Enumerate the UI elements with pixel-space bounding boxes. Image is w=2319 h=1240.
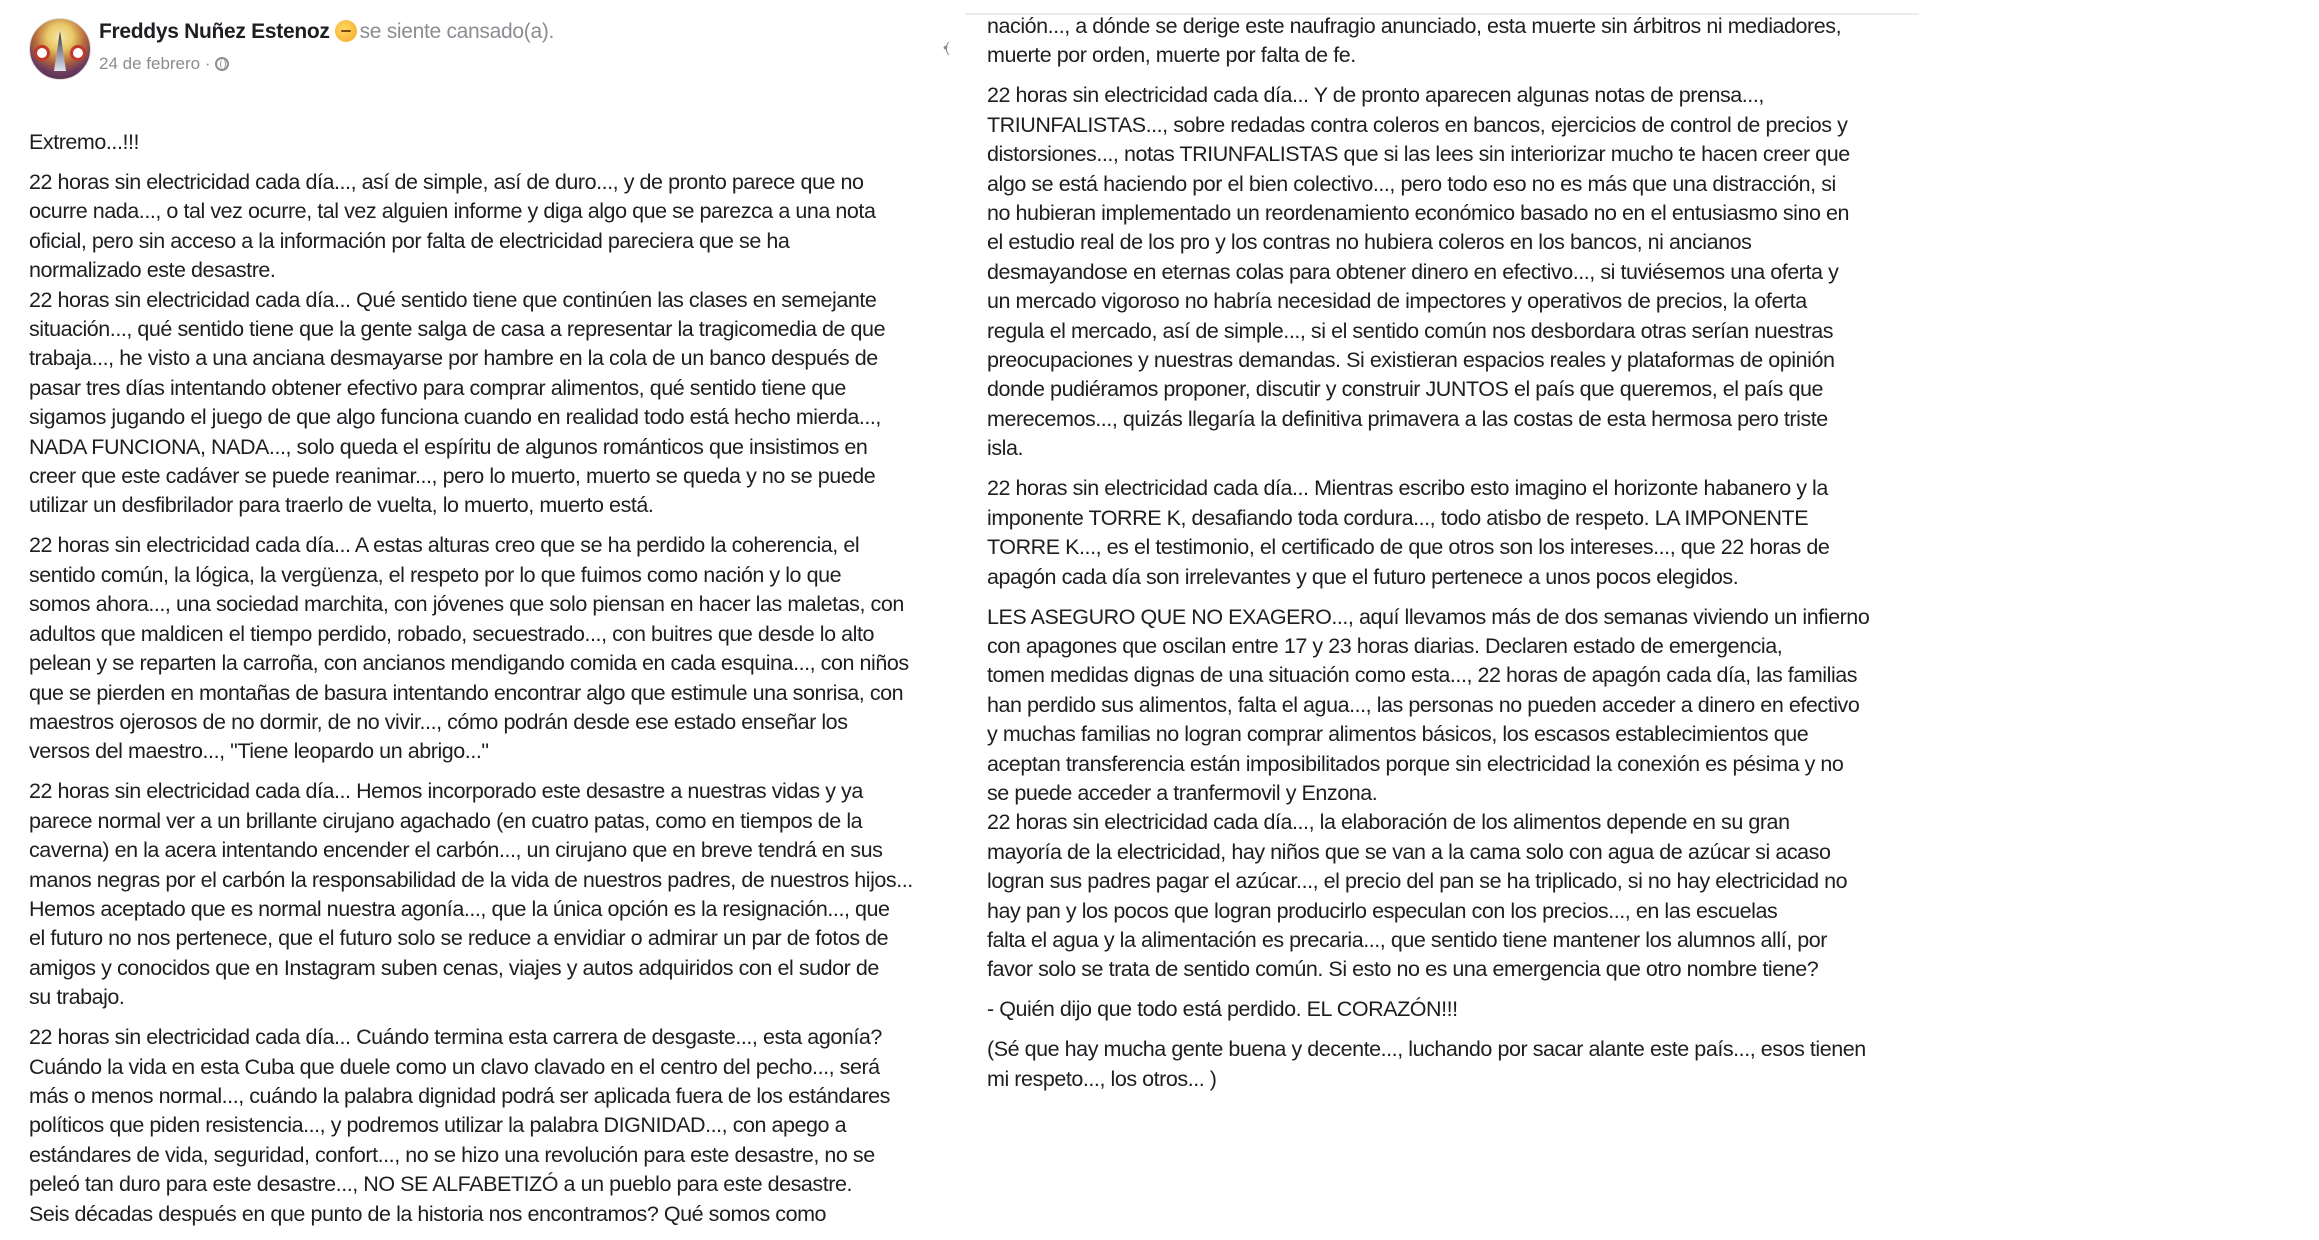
text-line: se puede acceder a tranfermovil y Enzona. bbox=[987, 780, 1378, 805]
text-line: normalizado este desastre. bbox=[29, 258, 276, 283]
text-line: y muchas familias no logran comprar alimentos básicos, los escasos establecimientos que bbox=[987, 722, 1809, 747]
text-line: distorsiones..., notas TRIUNFALISTAS que si las lees sin interiorizar mucho te hacen creer que bbox=[987, 142, 1850, 167]
text-line: mayoría de la electricidad, hay niños que se van a la cama solo con agua de azúcar si acaso bbox=[987, 839, 1831, 864]
text-line: isla. bbox=[987, 436, 1023, 461]
author-name[interactable]: Freddys Nuñez Estenoz bbox=[99, 20, 330, 43]
text-line: su trabajo. bbox=[29, 985, 125, 1010]
text-line: el estudio real de los pro y los contras no hubiera coleros en los bancos, ni ancianos bbox=[987, 230, 1752, 255]
paragraph bbox=[987, 995, 2319, 1024]
text-line: no hubieran implementado un reordenamiento económico basado no en el entusiasmo sino en bbox=[987, 201, 1850, 226]
avatar-ornament bbox=[34, 45, 50, 61]
text-line: ocurre nada..., o tal vez ocurre, tal vez alguien informe y diga algo que se parezca a una nota bbox=[29, 199, 876, 224]
text-line: Cuándo la vida en esta Cuba que duele como un clavo clavado en el centro del pecho..., será bbox=[29, 1054, 880, 1079]
paragraph bbox=[987, 603, 2319, 809]
sleepy-face-icon bbox=[335, 20, 357, 42]
text-line: peleó tan duro para este desastre..., NO SE ALFABETIZÓ a un pueblo para este desastre. bbox=[29, 1172, 852, 1197]
text-line: estándares de vida, seguridad, confort..., no se hizo una revolución para este desastre, no se bbox=[29, 1142, 875, 1167]
text-line: con apagones que oscilan entre 17 y 23 horas diarias. Declaren estado de emergencia, bbox=[987, 633, 1783, 658]
text-line: TRIUNFALISTAS..., sobre redadas contra coleros en bancos, ejercicios de control de precios y bbox=[987, 112, 1848, 137]
text-line: políticos que piden resistencia..., y podremos utilizar la palabra DIGNIDAD..., con apego a bbox=[29, 1113, 847, 1138]
text-line: nación..., a dónde se derige este naufragio anunciado, esta muerte sin árbitros ni mediadores, bbox=[987, 14, 1842, 38]
post-screenshot-right bbox=[965, 0, 1919, 1189]
text-line: (Sé que hay mucha gente buena y decente..., luchando por sacar alante este país..., esos tienen bbox=[987, 1037, 1866, 1062]
text-line: sentido común, la lógica, la vergüenza, el respeto por lo que fuimos como nación y lo que bbox=[29, 562, 842, 587]
paragraph bbox=[987, 474, 2319, 592]
text-line: más o menos normal..., cuándo la palabra dignidad podrá ser aplicada fuera de los estándares bbox=[29, 1083, 890, 1108]
text-line: 22 horas sin electricidad cada día..., así de simple, así de duro..., y de pronto parece que no bbox=[29, 170, 864, 194]
text-line: que se pierden en montañas de basura intentando encontrar algo que estimule una sonrisa, con bbox=[29, 680, 904, 705]
text-line: oficial, pero sin acceso a la información por falta de electricidad pareciera que se ha bbox=[29, 228, 790, 253]
paragraph bbox=[987, 81, 2319, 463]
text-line: pasar tres días intentando obtener efectivo para comprar alimentos, qué sentido tiene que bbox=[29, 375, 846, 400]
avatar-ornament bbox=[70, 45, 86, 61]
text-line: trabaja..., he visto a una anciana desmayarse por hambre en la cola de un banco después de bbox=[29, 346, 878, 371]
text-line: 22 horas sin electricidad cada día... Qué sentido tiene que continúen las clases en semejante bbox=[29, 287, 877, 312]
text-line: algo se está haciendo por el bien colectivo..., pero todo eso no es más que una distracción, si bbox=[987, 171, 1836, 196]
text-line: pelean y se reparten la carroña, con ancianos mendigando comida en cada esquina..., con niños bbox=[29, 651, 909, 676]
text-line: parece normal ver a un brillante cirujano agachado (en cuatro patas, como en tiempos de la bbox=[29, 808, 863, 833]
text-line: TORRE K..., es el testimonio, el certificado de que otros son los intereses..., que 22 horas de bbox=[987, 535, 1830, 560]
text-line: regula el mercado, así de simple..., si el sentido común nos desbordara otras serían nuestras bbox=[987, 318, 1834, 343]
text-line: han perdido sus alimentos, falta el agua..., las personas no pueden acceder a dinero en efectivo bbox=[987, 692, 1860, 717]
post-date[interactable]: 24 de febrero bbox=[99, 54, 201, 73]
text-line: Extremo...!!! bbox=[29, 130, 140, 154]
globe-icon[interactable] bbox=[215, 57, 229, 71]
text-line: creer que este cadáver se puede reanimar..., pero lo muerto, muerto se queda y no se puede bbox=[29, 464, 876, 489]
text-line: NADA FUNCIONA, NADA..., solo queda el espíritu de algunos románticos que insistimos en bbox=[29, 434, 868, 459]
avatar-figure bbox=[54, 31, 66, 71]
text-line: tomen medidas dignas de una situación como esta..., 22 horas de apagón cada día, las familias bbox=[987, 663, 1858, 688]
paragraph bbox=[987, 808, 2319, 984]
author-line bbox=[99, 20, 554, 44]
text-line: sigamos jugando el juego de que algo funciona cuando en realidad todo está hecho mierda..., bbox=[29, 405, 881, 430]
text-line: manos negras por el carbón la responsabilidad de la vida de nuestros padres, de nuestros hijos... bbox=[29, 867, 913, 892]
paragraph bbox=[987, 12, 2319, 71]
text-line: un mercado vigoroso no habría necesidad de impectores y operativos de precios, la oferta bbox=[987, 289, 1807, 314]
text-line: caverna) en la acera intentando encender el carbón..., un cirujano que en breve tendrá en sus bbox=[29, 838, 883, 863]
text-line: imponente TORRE K, desafiando toda cordura..., todo atisbo de respeto. LA IMPONENTE bbox=[987, 505, 1809, 530]
paragraph bbox=[987, 1035, 2319, 1094]
text-line: 22 horas sin electricidad cada día... Y de pronto aparecen algunas notas de prensa..., bbox=[987, 83, 1764, 108]
text-line: logran sus padres pagar el azúcar..., el precio del pan se ha triplicado, si no hay electricidad no bbox=[987, 869, 1848, 894]
text-line: favor solo se trata de sentido común. Si esto no es una emergencia que otro nombre tiene? bbox=[987, 957, 1819, 982]
text-line: adultos que maldicen el tiempo perdido, robado, secuestrado..., con buitres que desde lo alto bbox=[29, 621, 874, 646]
text-line: mi respeto..., los otros... ) bbox=[987, 1066, 1217, 1091]
text-line: el futuro no nos pertenece, que el futuro solo se reduce a envidiar o admirar un par de fotos de bbox=[29, 926, 889, 951]
text-line: muerte por orden, muerte por falta de fe. bbox=[987, 43, 1356, 68]
author-avatar[interactable] bbox=[29, 18, 91, 80]
meta-separator: · bbox=[204, 54, 211, 73]
post-body-right bbox=[987, 12, 2319, 1105]
text-line: Seis décadas después en que punto de la historia nos encontramos? Qué somos como bbox=[29, 1201, 827, 1226]
text-line: amigos y conocidos que en Instagram suben cenas, viajes y autos adquiridos con el sudor de bbox=[29, 955, 879, 980]
text-line: 22 horas sin electricidad cada día... Hemos incorporado este desastre a nuestras vidas y ya bbox=[29, 779, 863, 804]
text-line: 22 horas sin electricidad cada día..., la elaboración de los alimentos depende en su gran bbox=[987, 810, 1790, 835]
text-line: situación..., qué sentido tiene que la gente salga de casa a representar la tragicomedia de que bbox=[29, 317, 886, 342]
text-line: somos ahora..., una sociedad marchita, con jóvenes que solo piensan en hacer las maletas, con bbox=[29, 592, 904, 617]
text-line: hay pan y los pocos que logran producirlo especulan con los precios..., en las escuelas bbox=[987, 898, 1778, 923]
post-meta bbox=[99, 54, 229, 74]
text-line: versos del maestro..., "Tiene leopardo un abrigo..." bbox=[29, 739, 489, 764]
text-line: LES ASEGURO QUE NO EXAGERO..., aquí llevamos más de dos semanas viviendo un infierno bbox=[987, 604, 1870, 629]
text-line: 22 horas sin electricidad cada día... Mientras escribo esto imagino el horizonte habanero y la bbox=[987, 476, 1828, 501]
text-line: - Quién dijo que todo está perdido. EL CORAZÓN!!! bbox=[987, 997, 1458, 1022]
text-line: merecemos..., quizás llegaría la definitiva primavera a las costas de esta hermosa pero triste bbox=[987, 406, 1828, 431]
text-line: maestros ojerosos de no dormir, de no vivir..., cómo podrán desde ese estado enseñar los bbox=[29, 709, 848, 734]
feeling-text: se siente cansado(a). bbox=[359, 20, 555, 43]
text-line: preocupaciones y nuestras demandas. Si existieran espacios reales y plataformas de opinión bbox=[987, 348, 1835, 373]
text-line: aceptan transferencia están imposibilitados porque sin electricidad la conexión es pésima y no bbox=[987, 751, 1844, 776]
text-line: apagón cada día son irrelevantes y que el futuro pertenece a unos pocos elegidos. bbox=[987, 564, 1739, 589]
post-screenshot-left bbox=[0, 0, 960, 1226]
text-line: falta el agua y la alimentación es precaria..., que sentido tiene mantener los alumnos allí, por bbox=[987, 927, 1828, 952]
more-options-icon[interactable]: •( bbox=[943, 39, 947, 55]
text-line: desmayandose en eternas colas para obtener dinero en efectivo..., si tuviésemos una oferta y bbox=[987, 259, 1839, 284]
text-line: 22 horas sin electricidad cada día... Cuándo termina esta carrera de desgaste..., esta agonía? bbox=[29, 1025, 882, 1050]
text-line: utilizar un desfibrilador para traerlo de vuelta, lo muerto, muerto está. bbox=[29, 493, 654, 518]
text-line: 22 horas sin electricidad cada día... A estas alturas creo que se ha perdido la coherencia, el bbox=[29, 533, 860, 558]
text-line: Hemos aceptado que es normal nuestra agonía..., que la única opción es la resignación..., que bbox=[29, 896, 890, 921]
text-line: donde pudiéramos proponer, discutir y construir JUNTOS el país que queremos, el país que bbox=[987, 377, 1824, 402]
